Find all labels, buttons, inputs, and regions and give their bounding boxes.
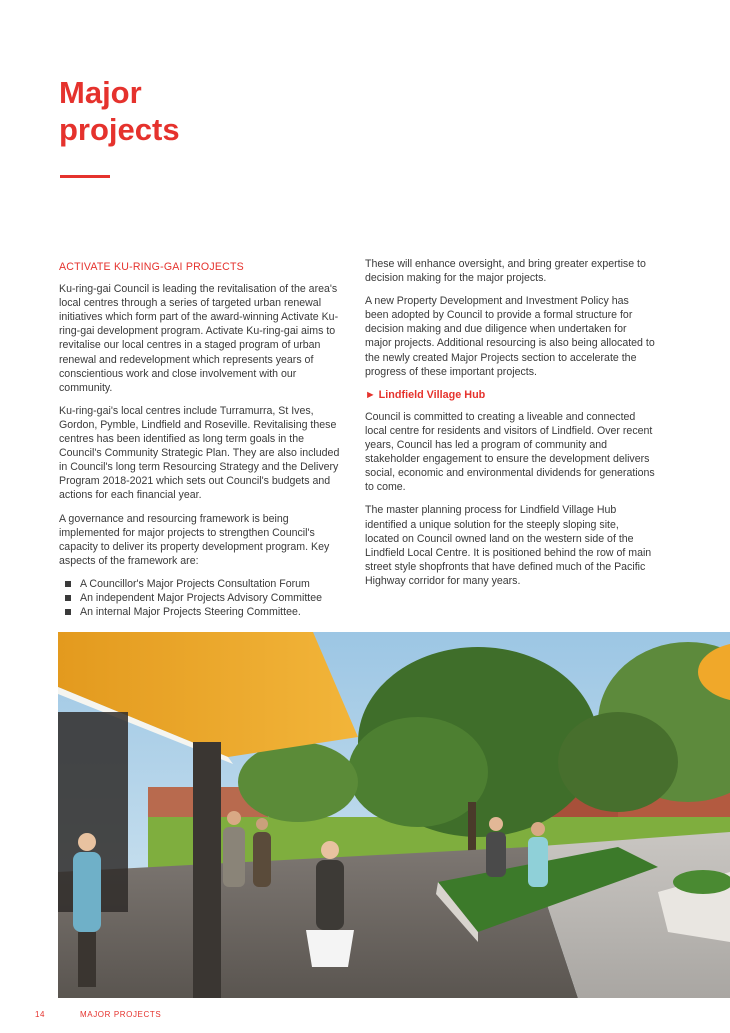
list-item: [65, 591, 343, 605]
paragraph: A new Property Development and Investment Policy has been adopted by Council to provide a formal structure for decision making and due diligence when undertaken for major projects. Additional resourcing is also being allocated to the newly created Major Projects section to accelerate the progress of these important projects.: [365, 295, 655, 378]
page-title: [59, 74, 359, 148]
bullet-square-icon: [65, 581, 71, 587]
list-item: [65, 577, 343, 591]
list-item: [65, 605, 343, 619]
paragraph: The master planning process for Lindfield Village Hub identified a unique solution for the steeply sloping site, located on Council owned land on the western side of the Lindfield Local Centre. It is positioned behind the row of main street style shopfronts that have defined much of the Pacific Highway corridor for many years.: [365, 504, 652, 587]
paragraph: Council is committed to creating a liveable and connected local centre for residents and visitors of Lindfield. Over recent years, Council has led a program of community and stakeholder engagement to ensure the development delivers social, economic and environmental dividends for generations to come.: [365, 410, 655, 494]
paragraph: A governance and resourcing framework is being implemented for major projects to strengthen Council's capacity to deliver its property development program. Key aspects of the framework are:: [59, 512, 330, 567]
paragraph: Ku-ring-gai Council is leading the revitalisation of the area's local centres through a series of targeted urban renewal initiatives which form part of the award-winning Activate Ku-ring-gai development program. Activate Ku-ring-gai aims to revitalise our local centres in a staged program of urban renewal and redevelopment which represents years of conscientious work and close involvement with our community.: [59, 283, 339, 394]
bullet-square-icon: [65, 609, 71, 615]
list-item-text: An internal Major Projects Steering Committee.: [80, 606, 301, 619]
page-title-line-2: projects: [59, 112, 180, 147]
bullet-square-icon: [65, 595, 71, 601]
page-title-line-1: Major: [59, 75, 142, 110]
page-number: 14: [35, 1010, 46, 1019]
list-item-text: A Councillor's Major Projects Consultation Forum: [80, 577, 310, 590]
section-heading: ACTIVATE KU-RING-GAI PROJECTS: [59, 261, 244, 273]
footer-section-label: MAJOR PROJECTS: [80, 1010, 162, 1019]
lindfield-hub-render-image: [58, 632, 730, 998]
list-item-text: An independent Major Projects Advisory Committee: [80, 591, 323, 604]
paragraph: Ku-ring-gai's local centres include Turramurra, St Ives, Gordon, Pymble, Lindfield and Roseville. Revitalising these centres has been identified as long term goals in the Council's Community Strategic Plan. They are also included in Council's long term Resourcing Strategy and the Delivery Program 2018-2021 which sets out Council's budgets and actions for each financial year.: [59, 404, 340, 502]
right-column: [365, 257, 655, 597]
left-column: [59, 257, 343, 619]
paragraph: These will enhance oversight, and bring greater expertise to decision making for the major projects.: [365, 258, 646, 285]
framework-list: [65, 577, 343, 619]
lindfield-subheading: ► Lindfield Village Hub: [365, 388, 486, 401]
title-underline: [60, 175, 110, 178]
